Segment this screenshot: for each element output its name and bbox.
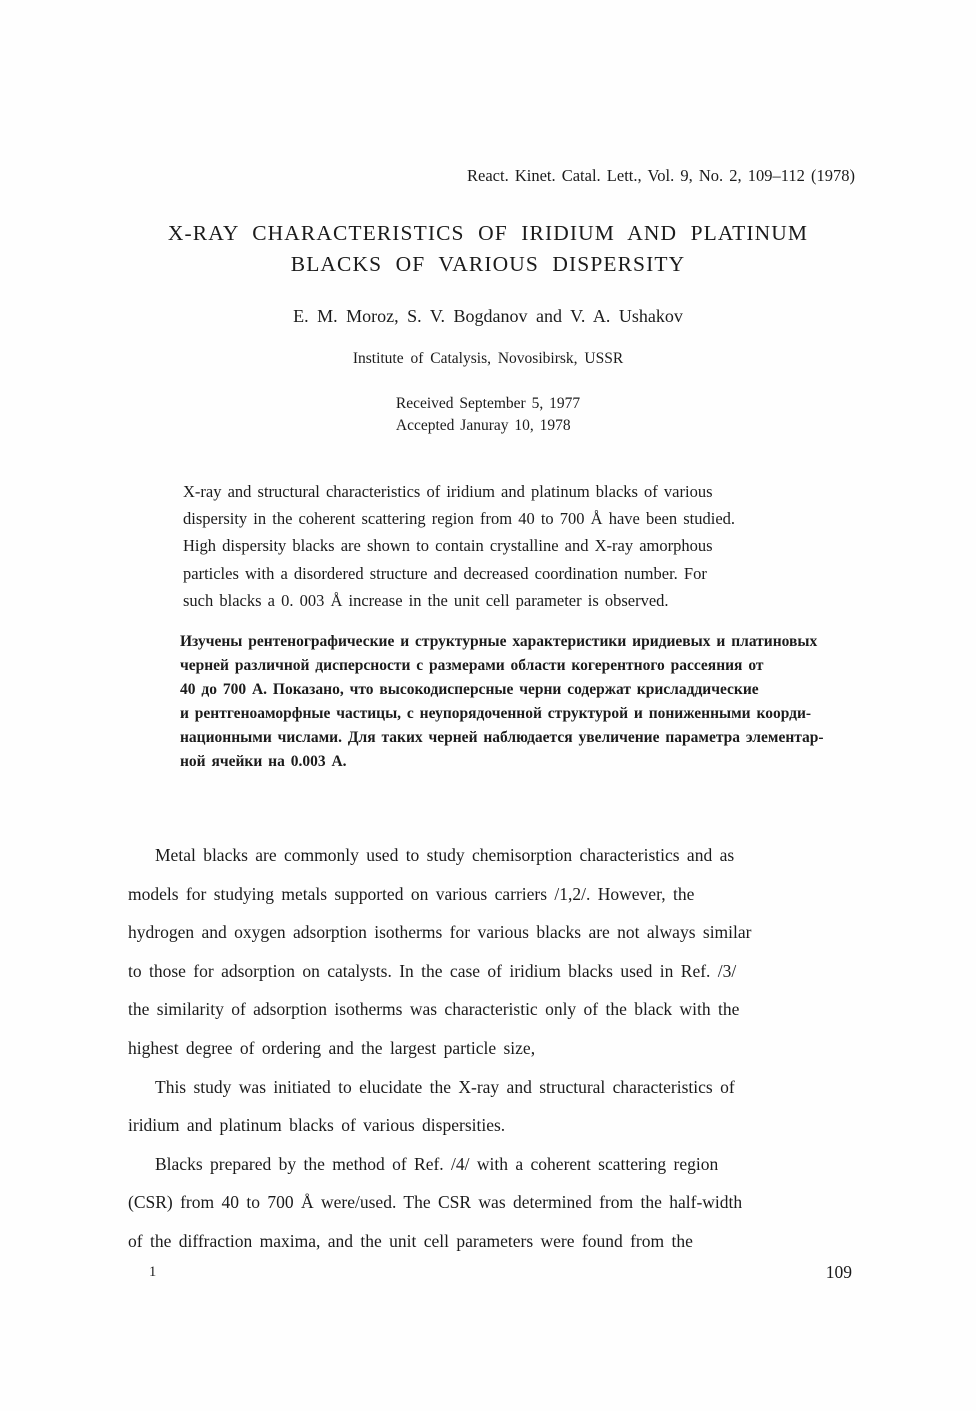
body-paragraph-1-line: to those for adsorption on catalysts. In the case of iridium blacks used in Ref. /3/ bbox=[128, 960, 737, 981]
abstract-english-line: such blacks a 0. 003 Å increase in the unit cell parameter is observed. bbox=[183, 590, 669, 610]
affiliation-line: Institute of Catalysis, Novosibirsk, USSR bbox=[352, 350, 624, 367]
body-paragraph-3-line: Blacks prepared by the method of Ref. /4/ with a coherent scattering region bbox=[155, 1153, 719, 1174]
abstract-russian-line: и рентгеноаморфные частицы, с неупорядоченной структурой и пониженными коорди- bbox=[180, 705, 812, 722]
body-paragraph-1-line: highest degree of ordering and the largest particle size, bbox=[128, 1037, 536, 1058]
abstract-russian-line: ной ячейки на 0.003 А. bbox=[180, 753, 347, 770]
body-paragraph-1-line: Metal blacks are commonly used to study chemisorption characteristics and as bbox=[155, 845, 735, 865]
body-paragraph-3-line: (CSR) from 40 to 700 Å were/used. The CSR was determined from the half-width bbox=[128, 1192, 743, 1213]
journal-citation: React. Kinet. Catal. Lett., Vol. 9, No. 2, 109–112 (1978) bbox=[467, 166, 855, 185]
page-number: 109 bbox=[825, 1262, 852, 1282]
abstract-english-line: particles with a disordered structure and decreased coordination number. For bbox=[183, 563, 707, 583]
body-paragraph-3-line: of the diffraction maxima, and the unit cell parameters were found from the bbox=[128, 1230, 693, 1251]
body-text bbox=[128, 836, 864, 1261]
abstract-russian-line: черней различной дисперсности с размерами области когерентного рассеяния от bbox=[180, 657, 764, 674]
received-date: Received September 5, 1977 bbox=[395, 395, 581, 412]
abstract-russian-line: национными числами. Для таких черней наблюдается увеличение параметра элементар- bbox=[180, 729, 824, 746]
body-paragraph-2-line: This study was initiated to elucidate the X-ray and structural characteristics of bbox=[155, 1076, 735, 1097]
abstract-english bbox=[183, 478, 873, 614]
printer-signature-mark: 1 bbox=[149, 1264, 157, 1280]
abstract-english-line: High dispersity blacks are shown to contain crystalline and X-ray amorphous bbox=[183, 536, 713, 556]
abstract-russian bbox=[180, 630, 880, 774]
paper-title-line-1: X-RAY CHARACTERISTICS OF IRIDIUM AND PLATINUM bbox=[167, 221, 809, 245]
body-paragraph-1-line: the similarity of adsorption isotherms was characteristic only of the black with the bbox=[128, 999, 740, 1020]
paper-title bbox=[0, 218, 976, 280]
abstract-russian-line: Изучены рентенографические и структурные характеристики иридиевых и платиновых bbox=[180, 633, 818, 650]
abstract-russian-line: 40 до 700 А. Показано, что высокодисперсные черни содержат крисладдические bbox=[180, 681, 759, 698]
abstract-english-line: X-ray and structural characteristics of iridium and platinum blacks of various bbox=[183, 482, 713, 501]
accepted-date: Accepted Januray 10, 1978 bbox=[395, 417, 571, 434]
body-paragraph-2-line: iridium and platinum blacks of various dispersities. bbox=[128, 1115, 506, 1136]
body-paragraph-1-line: hydrogen and oxygen adsorption isotherms for various blacks are not always similar bbox=[128, 922, 752, 943]
paper-title-line-2: BLACKS OF VARIOUS DISPERSITY bbox=[290, 252, 686, 276]
abstract-english-line: dispersity in the coherent scattering region from 40 to 700 Å have been studied. bbox=[183, 509, 736, 529]
body-paragraph-1-line: models for studying metals supported on various carriers /1,2/. However, the bbox=[128, 883, 695, 904]
authors-line: E. M. Moroz, S. V. Bogdanov and V. A. Ushakov bbox=[293, 306, 683, 326]
dates-block bbox=[0, 393, 976, 437]
